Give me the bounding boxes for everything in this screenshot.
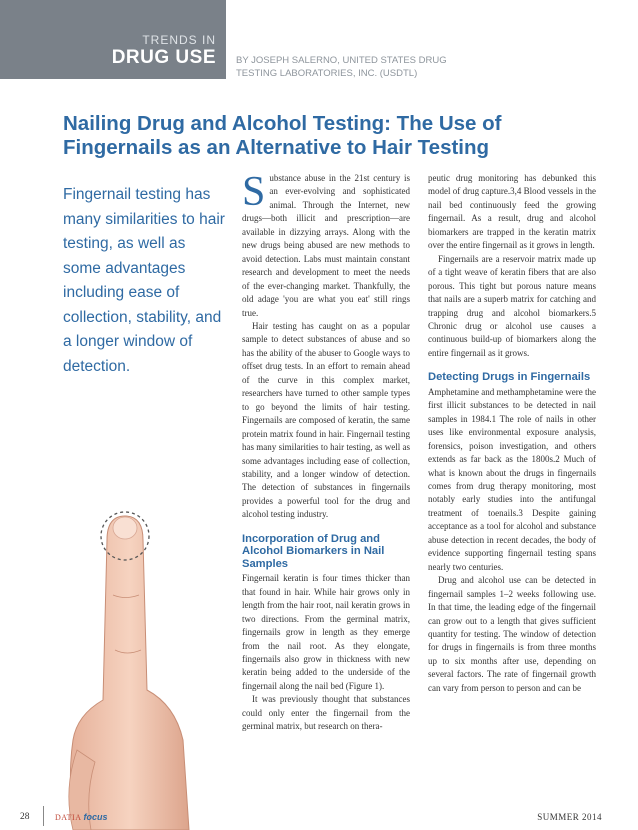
- subheading: Detecting Drugs in Fingernails: [428, 371, 591, 384]
- section-label-top: TRENDS IN: [142, 33, 216, 47]
- body-paragraph: Hair testing has caught on as a popular sample to detect substances of abuse and so has the ability of the abuser to Google ways to offset drug tests. In an effort to remain ahead of the curve in this complex market, researchers have turned to other sample types to go beyond the limits of hair testing. Fingernails are composed of keratin, the same protein matrix found in hair. Fingernail testing has many similarities to hair testing, as well as some advantages including ease of collection, stability, and a longer window of detection. The detection of substances in fingernails provides a powerful tool for the drug and alcohol testing industry.: [242, 320, 410, 520]
- body-paragraph: Drug and alcohol use can be detected in fingernail samples 1–2 weeks following use. In that time, the leading edge of the fingernail can grow out to a length that gives sufficient quantity for testing. The window of detection for drugs in fingernails is from three months up to six months after use, depending on several factors. The rate of fingernail growth can vary from person to person and can be: [428, 575, 596, 693]
- body-column-1: [242, 169, 410, 734]
- body-paragraph: peutic drug monitoring has debunked this model of drug capture.3,4 Blood vessels in the nail bed continuously feed the growing fingernail. As a result, drug and alcohol biomarkers are trapped in the keratin matrix over the entire fingernail as it grows in length.: [428, 173, 596, 251]
- logo-focus: focus: [83, 812, 108, 822]
- pull-quote: Fingernail testing has many similarities to hair testing, as well as some advantages including ease of collection, stability, and a longer window of detection.: [63, 186, 225, 375]
- body-column-2: [428, 172, 596, 695]
- issue-date: SUMMER 2014: [537, 812, 602, 822]
- page-number: 28: [20, 812, 30, 822]
- section-label-main: DRUG USE: [111, 47, 216, 68]
- byline: BY JOSEPH SALERNO, UNITED STATES DRUG TESTING LABORATORIES, INC. (USDTL): [236, 55, 447, 79]
- body-paragraph: Amphetamine and methamphetamine were the first illicit substances to be detected in nail samples in 1984.1 The role of nails in other uses like environmental exposure analysis, forensics, poison investigation, and others extends as far back as the 1800s.2 Much of what is known about the drugs in fingernails comes from drug therapy monitoring, most notably early studies into the antifungal treatment of toenails.3 Despite gaining acceptance as a tool for alcohol and substance abuse detection in recent decades, the body of evidence supporting fingernail testing spans nearly two centuries.: [428, 386, 596, 572]
- logo-datia: DATIA: [55, 813, 82, 822]
- drop-cap: S: [242, 169, 266, 215]
- body-paragraph: It was previously thought that substances could only enter the fingernail from the germinal matrix, but research on thera-: [242, 694, 410, 732]
- section-header-block: [0, 0, 226, 79]
- finger-illustration: [55, 500, 200, 830]
- body-paragraph: Fingernail keratin is four times thicker than that found in hair. While hair grows only in length from the hair root, nail keratin grows in two directions. From the germinal matrix, fingernails grow in length as they emerge from the nail root. As they elongate, fingernails also grow in thickness with new keratin being added to the underside of the fingernail along the nail bed (Figure 1).: [242, 573, 410, 691]
- subheading: Incorporation of Drug and Alcohol Biomarkers in Nail Samples: [242, 532, 385, 570]
- publication-logo: [55, 812, 108, 822]
- body-paragraph: Fingernails are a reservoir matrix made up of a tight weave of keratin fibers that are also porous. This tight but porous nature means that nails are a superb matrix for catching and trapping drug and alcohol biomarkers.5 Chronic drug or alcohol use causes a continuous build-up of biomarkers along the entire fingernail as it grows.: [428, 253, 596, 358]
- footer-divider: [43, 806, 44, 826]
- paragraph-text: ubstance abuse in the 21st century is an ever-evolving and sophisticated animal. Through the Internet, new drugs—both illicit and prescription—are available in dizzying arrays. Along with the new drugs being abused are new methods to avoid detection. Labs must maintain constant research and development to meet the needs of the ever-changing market. Thankfully, the old adage 'you are what you eat' still rings true.: [242, 173, 410, 318]
- article-title: Nailing Drug and Alcohol Testing: The Use of Fingernails as an Alternative to Hair Testing: [63, 112, 502, 159]
- body-paragraph: [242, 169, 410, 320]
